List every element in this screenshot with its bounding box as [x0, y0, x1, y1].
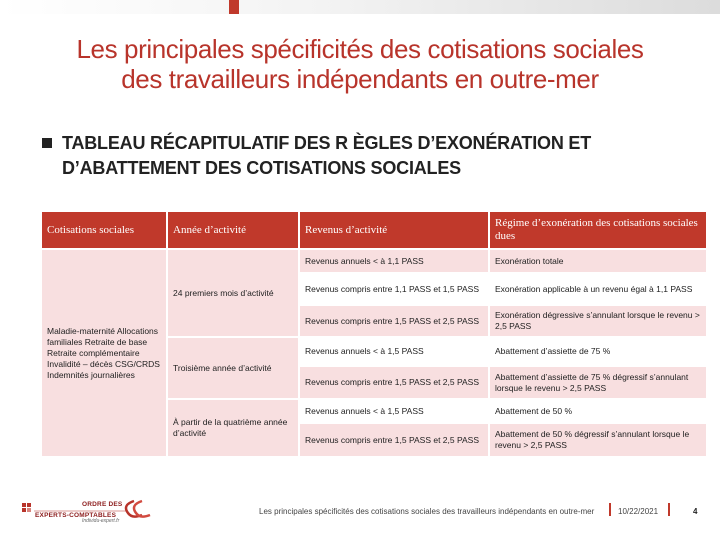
logo-line2: EXPERTS-COMPTABLES — [35, 512, 117, 519]
period-fourth-year: À partir de la quatrième année d’activité — [168, 400, 300, 456]
header-cotisations: Cotisations sociales — [42, 212, 168, 248]
table-row-regime: Exonération dégressive s’annulant lorsque le revenu > 2,5 PASS — [490, 306, 706, 336]
table-row-regime: Abattement de 50 % dégressif s’annulant lorsque le revenu > 2,5 PASS — [490, 424, 706, 456]
table-row-regime: Abattement de 50 % — [495, 405, 573, 416]
section-subtitle-line1: TABLEAU RÉCAPITULATIF DES R ÈGLES D’EXONÉRATION ET — [62, 133, 592, 153]
section-subtitle — [62, 131, 682, 181]
table-row-regime: Exonération applicable à un revenu égal à 1,1 PASS — [495, 283, 693, 294]
footer-date: 10/22/2021 — [618, 507, 659, 516]
table-row-revenus: Revenus compris entre 1,5 PASS et 2,5 PASS — [300, 306, 490, 336]
table-row-revenus: Revenus annuels < à 1,1 PASS — [300, 250, 490, 272]
top-accent-mark — [229, 0, 239, 14]
square-bullet-icon — [42, 138, 52, 148]
summary-table — [42, 212, 706, 458]
footer-separator — [668, 503, 670, 516]
logo — [22, 497, 157, 525]
page-title-line1: Les principales spécificités des cotisations sociales — [76, 34, 644, 64]
header-revenus: Revenus d’activité — [300, 212, 490, 248]
page-number: 4 — [693, 507, 698, 516]
table-row-revenus: Revenus compris entre 1,1 PASS et 1,5 PASS — [300, 274, 490, 304]
table-row-regime: Abattement d’assiette de 75 % dégressif s’annulant lorsque le revenu > 2,5 PASS — [490, 367, 706, 398]
logo-line1: ORDRE DES — [82, 501, 123, 508]
header-regime: Régime d’exonération des cotisations sociales dues — [490, 212, 706, 248]
table-row-revenus: Revenus annuels < à 1,5 PASS — [300, 338, 490, 365]
footer-text: Les principales spécificités des cotisations sociales des travailleurs indépendants en outre-mer — [259, 507, 595, 516]
period-third-year: Troisième année d’activité — [168, 338, 300, 398]
section-subtitle-line2: D’ABATTEMENT DES COTISATIONS SOCIALES — [62, 158, 461, 178]
table-row-revenus: Revenus compris entre 1,5 PASS et 2,5 PASS — [300, 424, 490, 456]
top-gradient-bar — [0, 0, 720, 14]
header-annee: Année d’activité — [168, 212, 300, 248]
table-row-regime: Exonération totale — [490, 250, 706, 272]
footer-separator — [609, 503, 611, 516]
table-row-revenus: Revenus annuels < à 1,5 PASS — [300, 400, 490, 422]
cotisations-list: Maladie-maternité Allocations familiales Retraite de base Retraite complémentaire Invalidité – décès CSG/CRDS Indemnités journalières — [42, 250, 168, 456]
period-24-months: 24 premiers mois d’activité — [168, 250, 300, 336]
logo-sub: Individu-expert.fr — [82, 518, 120, 524]
page-title-line2: des travailleurs indépendants en outre-mer — [121, 64, 599, 94]
table-row-revenus: Revenus compris entre 1,5 PASS et 2,5 PASS — [300, 367, 490, 398]
page-title — [0, 34, 720, 94]
table-row-regime: Abattement d’assiette de 75 % — [495, 346, 611, 356]
